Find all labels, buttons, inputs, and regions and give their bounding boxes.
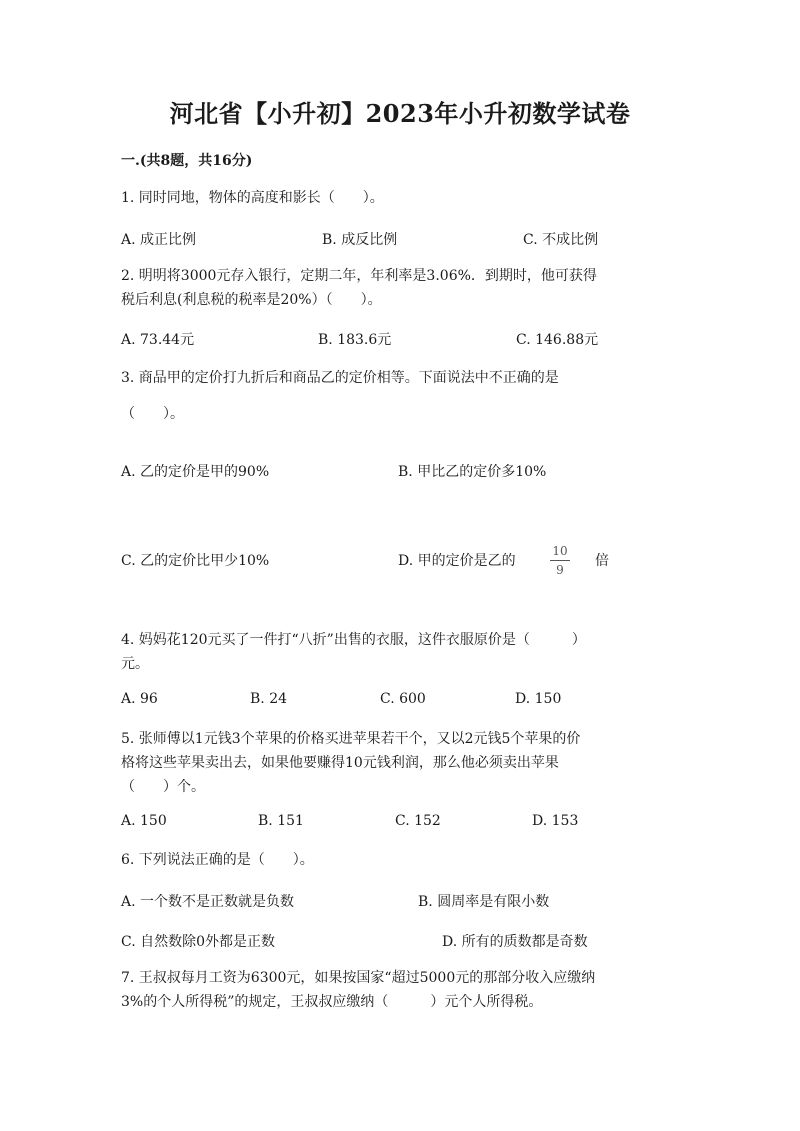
q5-option-b: B. 151 (258, 813, 304, 829)
fraction-ten-ninths (549, 544, 571, 577)
q2-option-c: C. 146.88元 (516, 332, 599, 348)
question-1 (121, 186, 384, 210)
question-4 (121, 628, 586, 676)
question-text-line: 7. 王叔叔每月工资为6300元，如果按国家“超过5000元的那部分收入应缴纳 (121, 970, 596, 986)
q4-option-c: C. 600 (380, 691, 426, 707)
question-2 (121, 264, 597, 312)
question-text-line: 6. 下列说法正确的是（ ）。 (121, 852, 314, 868)
fraction-numerator: 10 (552, 544, 568, 558)
question-text-line: 元。 (121, 656, 149, 672)
q3-option-c: C. 乙的定价比甲少10% (121, 553, 270, 569)
question-text-line: 税后利息(利息税的税率是20%）（ ）。 (121, 292, 382, 308)
question-3-blank (121, 402, 184, 426)
q5-option-d: D. 153 (532, 813, 579, 829)
q4-option-b: B. 24 (250, 691, 288, 707)
q3-option-b: B. 甲比乙的定价多10% (398, 464, 547, 480)
q6-option-d: D. 所有的质数都是奇数 (442, 934, 588, 950)
question-text-line: （ ）个。 (121, 779, 205, 795)
q2-option-b: B. 183.6元 (318, 332, 392, 348)
question-text-line: 5. 张师傅以1元钱3个苹果的价格买进苹果若干个，又以2元钱5个苹果的价 (121, 731, 581, 747)
fraction-suffix: 倍 (595, 553, 609, 569)
question-6 (121, 848, 314, 872)
fraction-bar (550, 560, 570, 561)
q3-option-a: A. 乙的定价是甲的90% (121, 464, 270, 480)
q6-option-c: C. 自然数除0外都是正数 (121, 934, 276, 950)
q1-option-b: B. 成反比例 (322, 232, 398, 248)
q1-option-c: C. 不成比例 (523, 232, 599, 248)
q3-option-d: D. 甲的定价是乙的 (398, 553, 516, 569)
q1-option-a: A. 成正比例 (121, 232, 197, 248)
question-text-line: 3. 商品甲的定价打九折后和商品乙的定价相等。下面说法中不正确的是 (121, 370, 559, 386)
q4-option-a: A. 96 (121, 691, 158, 707)
question-3 (121, 366, 559, 390)
question-text-line: 1. 同时同地，物体的高度和影长（ ）。 (121, 190, 384, 206)
question-text-line: 3%的个人所得税”的规定，王叔叔应缴纳（ ）元个人所得税。 (121, 994, 543, 1010)
question-7 (121, 966, 595, 1014)
question-text-line: 2. 明明将3000元存入银行，定期二年，年利率是3.06%．到期时，他可获得 (121, 268, 597, 284)
section-heading: 一.(共8题，共16分) (121, 153, 253, 169)
fraction-denominator: 9 (556, 563, 564, 577)
question-text-line: 4. 妈妈花120元买了一件打“八折”出售的衣服，这件衣服原价是（ ） (121, 632, 586, 648)
question-text-line: 格将这些苹果卖出去，如果他要赚得10元钱利润，那么他必须卖出苹果 (121, 755, 559, 771)
q5-option-a: A. 150 (121, 813, 167, 829)
question-5 (121, 727, 580, 799)
q2-option-a: A. 73.44元 (121, 332, 195, 348)
q4-option-d: D. 150 (515, 691, 562, 707)
q5-option-c: C. 152 (395, 813, 441, 829)
q6-option-a: A. 一个数不是正数就是负数 (121, 894, 295, 910)
page-title: 河北省【小升初】2023年小升初数学试卷 (169, 99, 631, 128)
question-text-line: （ ）。 (121, 406, 184, 422)
q6-option-b: B. 圆周率是有限小数 (418, 894, 550, 910)
